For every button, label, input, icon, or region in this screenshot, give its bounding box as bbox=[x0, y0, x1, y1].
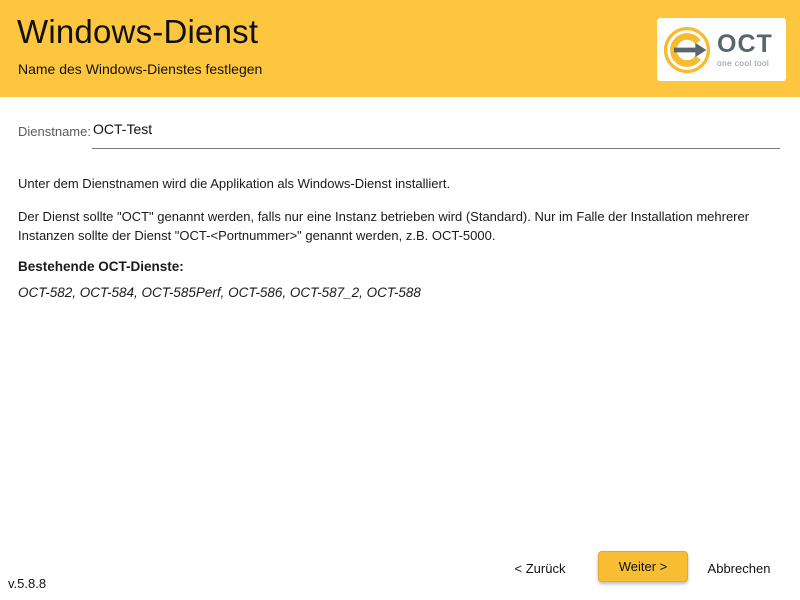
existing-services-heading: Bestehende OCT-Dienste: bbox=[18, 259, 184, 274]
info-paragraph-install: Unter dem Dienstnamen wird die Applikation als Windows-Dienst installiert. bbox=[18, 176, 451, 191]
oct-logo-tagline: one cool tool bbox=[717, 57, 770, 68]
service-name-label: Dienstname: bbox=[18, 124, 91, 139]
oct-logo-wordmark: OCT bbox=[717, 29, 773, 58]
page-title: Windows-Dienst bbox=[17, 13, 259, 50]
cancel-button[interactable]: Abbrechen bbox=[700, 556, 778, 580]
oct-logo-arrow-icon bbox=[663, 26, 711, 74]
version-label: v.5.8.8 bbox=[8, 576, 47, 591]
oct-logo bbox=[657, 18, 786, 81]
back-button[interactable]: < Zurück bbox=[505, 556, 575, 580]
info-paragraph-naming: Der Dienst sollte "OCT" genannt werden, falls nur eine Instanz betrieben wird (Standard). Nur im Falle der Installation mehrerer Instanzen sollte der Dienst "OCT-<Portnummer>" genannt werden, z.B. OCT-5000. bbox=[18, 209, 750, 243]
oct-logo-text bbox=[717, 29, 773, 68]
page-subtitle: Name des Windows-Dienstes festlegen bbox=[18, 61, 263, 77]
existing-services-list: OCT-582, OCT-584, OCT-585Perf, OCT-586, OCT-587_2, OCT-588 bbox=[18, 285, 421, 300]
wizard-header bbox=[0, 0, 800, 97]
next-button[interactable]: Weiter > bbox=[598, 551, 688, 582]
service-name-input[interactable] bbox=[92, 116, 780, 149]
